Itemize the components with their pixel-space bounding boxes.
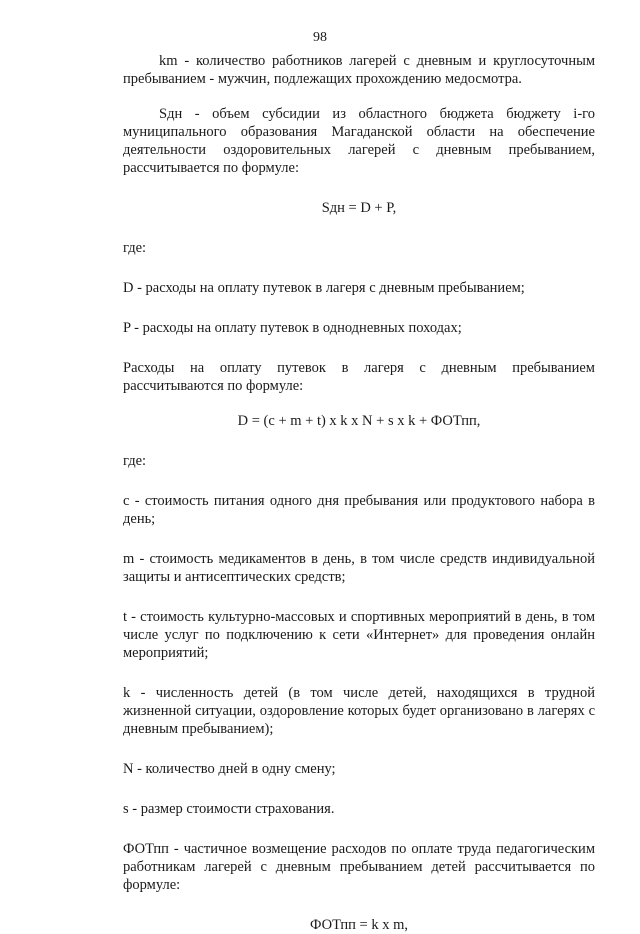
paragraph-c-definition: c - стоимость питания одного дня пребывания или продуктового набора в день; — [123, 493, 595, 527]
paragraph-km-definition: km - количество работников лагерей с дневным и круглосуточным пребыванием - мужчин, подлежащих прохождению медосмотра. — [123, 53, 595, 87]
page-number: 98 — [313, 30, 327, 45]
paragraph-n-definition: N - количество дней в одну смену; — [123, 761, 336, 777]
formula-fotpp: ФОТпп = k x m, — [309, 917, 408, 933]
paragraph-d-definition: D - расходы на оплату путевок в лагеря с дневным пребыванием; — [123, 280, 525, 296]
paragraph-k-definition: k - численность детей (в том числе детей, находящихся в трудной жизненной ситуации, оздоровление которых будет организовано в лагерях с дневным пребыванием); — [123, 685, 595, 737]
paragraph-t-definition: t - стоимость культурно-массовых и спортивных мероприятий в день, в том числе услуг по подключению к сети «Интернет» для проведения онлайн мероприятий; — [123, 609, 595, 661]
formula-sdn: Sдн = D + P, — [321, 200, 397, 216]
paragraph-d-intro: Расходы на оплату путевок в лагеря с дневным пребыванием рассчитываются по формуле: — [123, 360, 595, 394]
paragraph-p-definition: P - расходы на оплату путевок в однодневных походах; — [123, 320, 462, 336]
paragraph-m-definition: m - стоимость медикаментов в день, в том числе средств индивидуальной защиты и антисептических средств; — [123, 551, 595, 585]
formula-d: D = (c + m + t) x k x N + s x k + ФОТпп, — [237, 413, 481, 429]
where-label-2: где: — [123, 453, 147, 469]
paragraph-sdn-definition: Sдн - объем субсидии из областного бюджета бюджету i-го муниципального образования Магаданской области на обеспечение деятельности оздоровительных лагерей с дневным пребыванием, рассчитывается по формуле: — [123, 106, 595, 176]
document-body — [123, 52, 595, 934]
paragraph-fotpp-definition: ФОТпп - частичное возмещение расходов по оплате труда педагогическим работникам лагерей с дневным пребыванием детей рассчитывается по формуле: — [123, 841, 595, 893]
paragraph-s-definition: s - размер стоимости страхования. — [123, 801, 335, 817]
where-label: где: — [123, 240, 147, 256]
